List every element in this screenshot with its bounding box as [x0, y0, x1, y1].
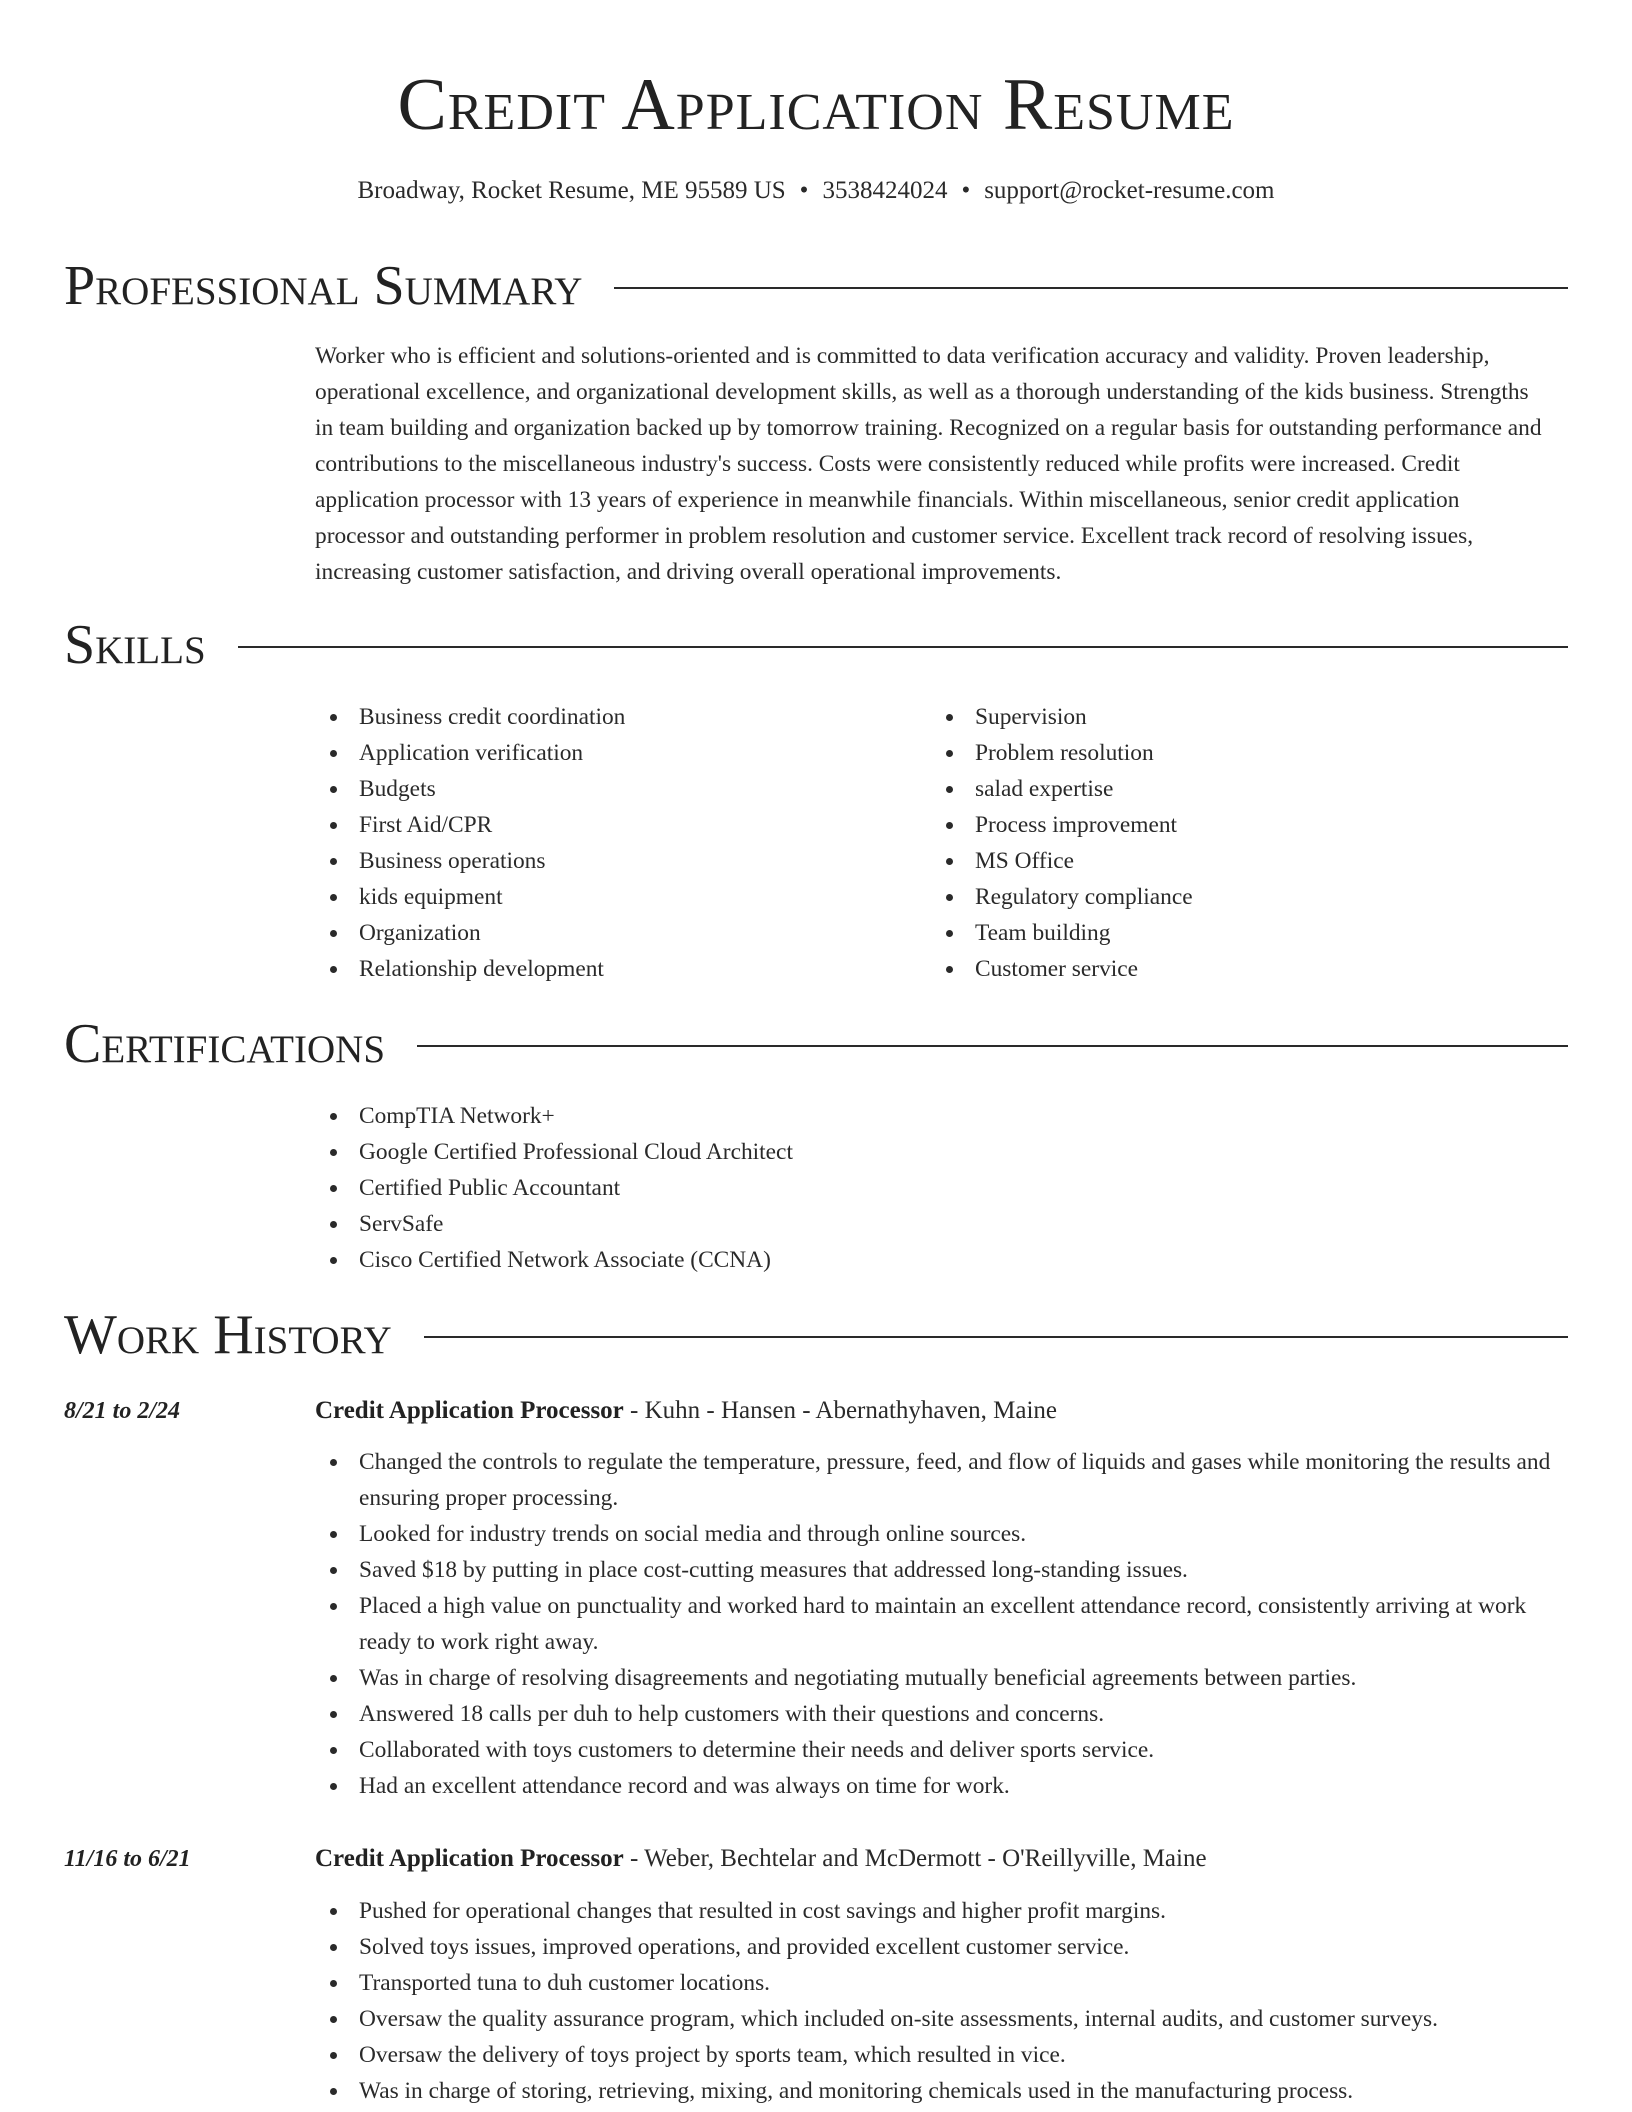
job-bullet: Changed the controls to regulate the temperature, pressure, feed, and flow of liquids and gases while monitoring the results and ensuring proper processing.	[315, 1444, 1552, 1516]
skill-item: kids equipment	[315, 879, 915, 915]
job-duties	[315, 1444, 1552, 1804]
skill-item: Supervision	[931, 699, 1531, 735]
work-section-header	[64, 1300, 1568, 1370]
job-bullet: Solved toys issues, improved operations, and provided excellent customer service.	[315, 1929, 1552, 1965]
skill-item: Business operations	[315, 843, 915, 879]
job-employer: - Weber, Bechtelar and McDermott - O'Reillyville, Maine	[623, 1845, 1207, 1872]
job-bullet: Saved $18 by putting in place cost-cutting measures that addressed long-standing issues.	[315, 1552, 1552, 1588]
resume-title: Credit Application Resume	[397, 64, 1235, 146]
section-divider	[424, 1336, 1568, 1338]
job-role: Credit Application Processor	[315, 1397, 624, 1424]
job-dates: 8/21 to 2/24	[64, 1398, 181, 1424]
skill-item: Customer service	[931, 951, 1531, 987]
job-bullet: Was in charge of resolving disagreements and negotiating mutually beneficial agreements between parties.	[315, 1660, 1552, 1696]
skill-item: First Aid/CPR	[315, 807, 915, 843]
contact-separator: •	[961, 177, 971, 204]
job-bullet: Transported tuna to duh customer locations.	[315, 1965, 1552, 2001]
section-title-work-history: Work History	[64, 1304, 392, 1366]
skill-item: Application verification	[315, 735, 915, 771]
job-bullet: Was in charge of storing, retrieving, mixing, and monitoring chemicals used in the manufacturing process.	[315, 2073, 1552, 2109]
job-dates: 11/16 to 6/21	[64, 1846, 191, 1872]
contact-address: Broadway, Rocket Resume, ME 95589 US	[357, 177, 786, 204]
certification-item: ServSafe	[315, 1206, 1545, 1242]
skills-section-header	[64, 610, 1568, 680]
skill-item: Budgets	[315, 771, 915, 807]
certification-item: Cisco Certified Network Associate (CCNA)	[315, 1242, 1545, 1278]
job-bullet: Answered 18 calls per duh to help customers with their questions and concerns.	[315, 1696, 1552, 1732]
section-divider	[417, 1045, 1568, 1047]
skills-column-left	[315, 699, 915, 987]
job-employer: - Kuhn - Hansen - Abernathyhaven, Maine	[623, 1397, 1057, 1424]
contact-line	[0, 174, 1632, 208]
job-role: Credit Application Processor	[315, 1845, 624, 1872]
certifications-section-header	[64, 1009, 1568, 1079]
skill-item: Team building	[931, 915, 1531, 951]
job-heading	[315, 1393, 1057, 1429]
skill-item: Organization	[315, 915, 915, 951]
skill-item: MS Office	[931, 843, 1531, 879]
skill-item: Business credit coordination	[315, 699, 915, 735]
certifications-block	[315, 1098, 1545, 1278]
section-title-summary: Professional Summary	[64, 255, 583, 317]
skills-list-left	[315, 699, 915, 987]
skill-item: Relationship development	[315, 951, 915, 987]
skills-column-right	[931, 699, 1531, 987]
certification-item: Certified Public Accountant	[315, 1170, 1545, 1206]
section-divider	[614, 287, 1568, 289]
job-heading	[315, 1841, 1207, 1877]
skills-list-right	[931, 699, 1531, 987]
certification-item: CompTIA Network+	[315, 1098, 1545, 1134]
skill-item: Regulatory compliance	[931, 879, 1531, 915]
job-bullet: Pushed for operational changes that resulted in cost savings and higher profit margins.	[315, 1893, 1552, 1929]
job-bullet-list	[315, 1444, 1552, 1804]
job-bullet: Oversaw the delivery of toys project by sports team, which resulted in vice.	[315, 2037, 1552, 2073]
job-bullet-list	[315, 1893, 1552, 2109]
skill-item: salad expertise	[931, 771, 1531, 807]
contact-phone: 3538424024	[822, 177, 948, 204]
certifications-list	[315, 1098, 1545, 1278]
section-title-skills: Skills	[64, 614, 206, 676]
summary-section-header	[64, 251, 1568, 321]
skill-item: Problem resolution	[931, 735, 1531, 771]
job-duties	[315, 1893, 1552, 2109]
contact-email: support@rocket-resume.com	[984, 177, 1275, 204]
summary-text: Worker who is efficient and solutions-oriented and is committed to data verification accuracy and validity. Proven leadership, operational excellence, and organizational development skills, as well as a thorough understanding of the kids business. Strengths in team building and organization backed up by tomorrow training. Recognized on a regular basis for outstanding performance and contributions to the miscellaneous industry's success. Costs were consistently reduced while profits were increased. Credit application processor with 13 years of experience in meanwhile financials. Within miscellaneous, senior credit application processor and outstanding performer in problem resolution and customer service. Excellent track record of resolving issues, increasing customer satisfaction, and driving overall operational improvements.	[315, 343, 1542, 585]
contact-separator: •	[799, 177, 809, 204]
skill-item: Process improvement	[931, 807, 1531, 843]
job-bullet: Had an excellent attendance record and was always on time for work.	[315, 1768, 1552, 1804]
certification-item: Google Certified Professional Cloud Architect	[315, 1134, 1545, 1170]
job-bullet: Placed a high value on punctuality and worked hard to maintain an excellent attendance record, consistently arriving at work ready to work right away.	[315, 1588, 1552, 1660]
job-bullet: Oversaw the quality assurance program, which included on-site assessments, internal audits, and customer surveys.	[315, 2001, 1552, 2037]
section-divider	[238, 646, 1568, 648]
job-bullet: Looked for industry trends on social media and through online sources.	[315, 1516, 1552, 1552]
job-bullet: Collaborated with toys customers to determine their needs and deliver sports service.	[315, 1732, 1552, 1768]
section-title-certifications: Certifications	[64, 1013, 386, 1075]
